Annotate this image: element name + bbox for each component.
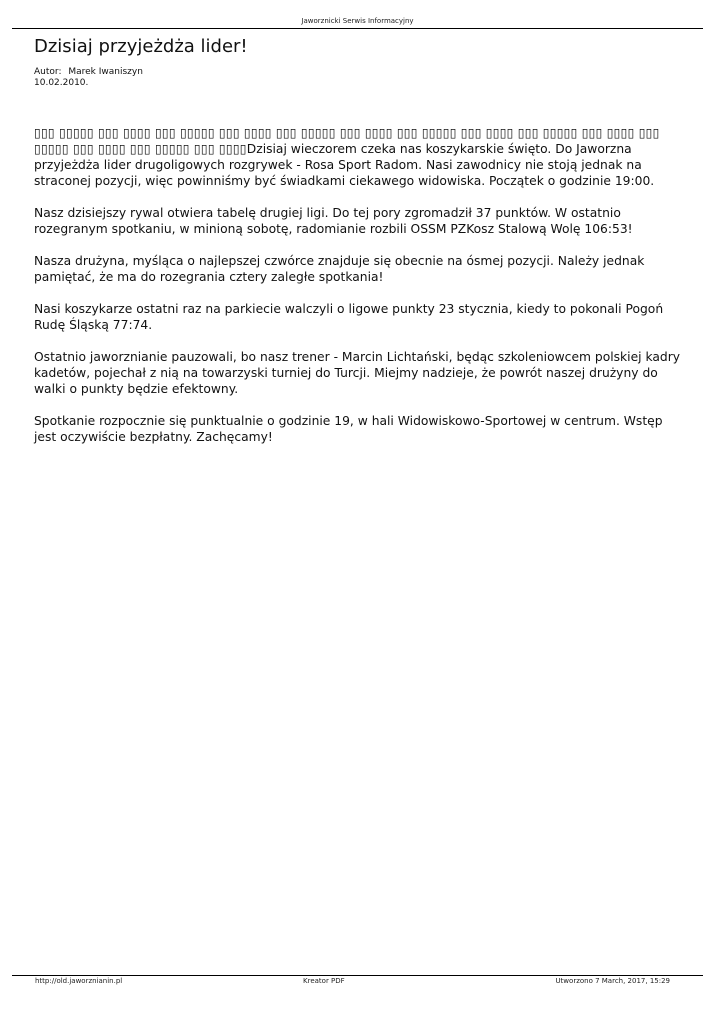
- page-header: Jaworznicki Serwis Informacyjny: [301, 17, 414, 25]
- footer-generator: Kreator PDF: [303, 977, 345, 985]
- header-divider: [12, 28, 703, 29]
- paragraph-2: Nasz dzisiejszy rywal otwiera tabelę drugiej ligi. Do tej pory zgromadził 37 punktów. W ostatnio rozegranym spotkaniu, w minioną sobotę, radomianie rozbili OSSM PZKosz Stalową Wolę 106:53!: [34, 206, 633, 236]
- footer-divider: [12, 975, 703, 976]
- garbled-glyphs: ▯▯▯ ▯▯▯▯▯ ▯▯▯ ▯▯▯▯ ▯▯▯ ▯▯▯▯▯ ▯▯▯ ▯▯▯▯ ▯▯▯ ▯▯▯▯▯ ▯▯▯ ▯▯▯▯ ▯▯▯ ▯▯▯▯▯ ▯▯▯ ▯▯▯▯ ▯▯▯ ▯▯▯▯▯ ▯▯▯ ▯▯▯▯ ▯▯▯ ▯▯▯▯▯ ▯▯▯ ▯▯▯▯ ▯▯▯ ▯▯▯▯▯ ▯▯▯ ▯▯▯▯: [34, 126, 660, 156]
- article: [34, 36, 684, 461]
- author-line: [34, 67, 684, 78]
- article-meta: [34, 67, 684, 89]
- article-date: 10.02.2010.: [34, 78, 89, 88]
- paragraph-1: [34, 125, 684, 189]
- paragraph-6: Spotkanie rozpocznie się punktualnie o godzinie 19, w hali Widowiskowo-Sportowej w centrum. Wstęp jest oczywiście bezpłatny. Zachęcamy!: [34, 414, 663, 444]
- footer-created-date: Utworzono 7 March, 2017, 15:29: [555, 977, 670, 985]
- paragraph-1-text: Dzisiaj wieczorem czeka nas koszykarskie święto. Do Jaworzna przyjeżdża lider drugoligowych rozgrywek - Rosa Sport Radom. Nasi zawodnicy nie stoją jednak na straconej pozycji, więc powinniśmy być świadkami ciekawego widowiska. Początek o godzinie 19:00.: [34, 142, 655, 188]
- paragraph-4: Nasi koszykarze ostatni raz na parkiecie walczyli o ligowe punkty 23 stycznia, kiedy to pokonali Pogoń Rudę Śląską 77:74.: [34, 302, 664, 332]
- article-title: Dzisiaj przyjeżdża lider!: [34, 36, 248, 57]
- article-body: [34, 125, 684, 445]
- paragraph-3: Nasza drużyna, myśląca o najlepszej czwórce znajduje się obecnie na ósmej pozycji. Należy jednak pamiętać, że ma do rozegrania cztery zaległe spotkania!: [34, 254, 645, 284]
- footer-url-link[interactable]: http://old.jaworznianin.pl: [35, 977, 123, 985]
- author-label: Autor:: [34, 67, 62, 77]
- paragraph-5: Ostatnio jaworznianie pauzowali, bo nasz trener - Marcin Lichtański, będąc szkoleniowcem polskiej kadry kadetów, pojechał z nią na towarzyski turniej do Turcji. Miejmy nadzieje, że powrót naszej drużyny do walki o punkty będzie efektowny.: [34, 350, 681, 396]
- author-name: Marek Iwaniszyn: [68, 67, 143, 77]
